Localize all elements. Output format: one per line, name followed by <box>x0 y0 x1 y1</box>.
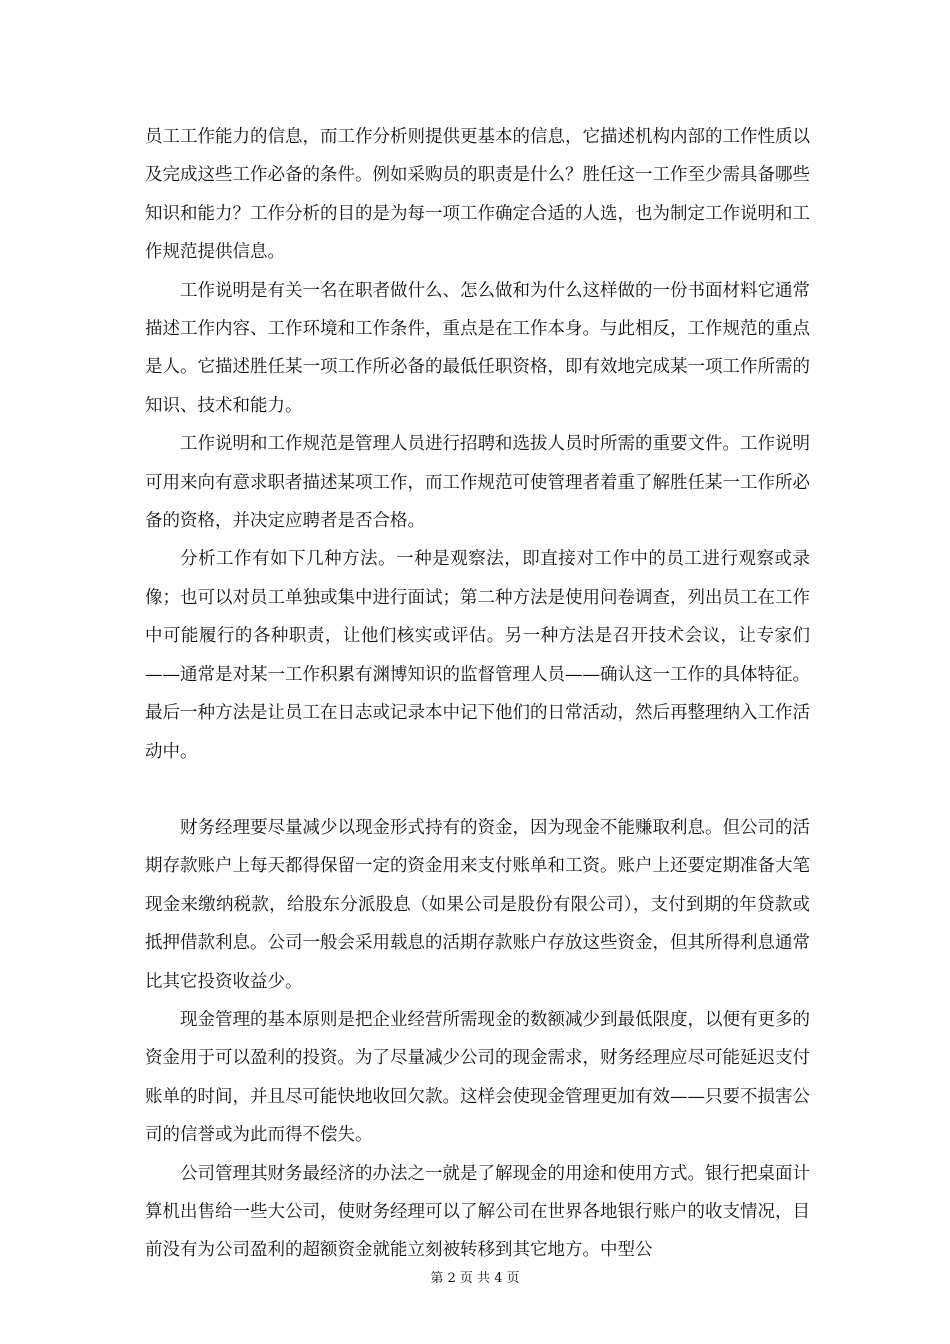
paragraph-cash-usage: 公司管理其财务最经济的办法之一就是了解现金的用途和使用方式。银行把桌面计算机出售给一些大公司，使财务经理可以了解公司在世界各地银行账户的收支情况，目前没有为公司盈利的超额资金就能立刻被转移到其它地方。中型公 <box>145 1163 810 1261</box>
paragraph-job-analysis: 员工工作能力的信息，而工作分析则提供更基本的信息，它描述机构内部的工作性质以及完成这些工作必备的条件。例如采购员的职责是什么？胜任这一工作至少需具备哪些知识和能力？工作分析的目的是为每一项工作确定合适的人选，也为制定工作说明和工作规范提供信息。 <box>145 127 810 263</box>
paragraph-cash-holdings: 财务经理要尽量减少以现金形式持有的资金，因为现金不能赚取利息。但公司的活期存款账户上每天都得保留一定的资金用来支付账单和工资。账户上还要定期准备大笔现金来缴纳税款，给股东分派股息（如果公司是股份有限公司），支付到期的年贷款或抵押借款利息。公司一般会采用载息的活期存款账户存放这些资金，但其所得利息通常比其它投资收益少。 <box>145 817 810 992</box>
document-body <box>145 118 810 1270</box>
page-number-footer: 第 2 页 共 4 页 <box>430 1271 520 1286</box>
paragraph-job-description: 工作说明是有关一名在职者做什么、怎么做和为什么这样做的一份书面材料它通常描述工作内容、工作环境和工作条件，重点是在工作本身。与此相反，工作规范的重点是人。它描述胜任某一项工作所必备的最低任职资格，即有效地完成某一项工作所需的知识、技术和能力。 <box>145 280 810 416</box>
paragraph-recruitment-documents: 工作说明和工作规范是管理人员进行招聘和选拔人员时所需的重要文件。工作说明可用来向有意求职者描述某项工作，而工作规范可使管理者着重了解胜任某一工作所必备的资格，并决定应聘者是否合格。 <box>145 434 810 532</box>
section-gap <box>145 771 810 809</box>
paragraph-cash-management-principle: 现金管理的基本原则是把企业经营所需现金的数额减少到最低限度，以便有更多的资金用于可以盈利的投资。为了尽量减少公司的现金需求，财务经理应尽可能延迟支付账单的时间，并且尽可能快地收回欠款。这样会使现金管理更加有效——只要不损害公司的信誉或为此而得不偿失。 <box>145 1009 810 1146</box>
paragraph-analysis-methods: 分析工作有如下几种方法。一种是观察法，即直接对工作中的员工进行观察或录像；也可以对员工单独或集中进行面试；第二种方法是使用问卷调查，列出员工在工作中可能履行的各种职责，让他们核实或评估。另一种方法是召开技术会议，让专家们——通常是对某一工作积累有渊博知识的监督管理人员——确认这一工作的具体特征。最后一种方法是让员工在日志或记录本中记下他们的日常活动，然后再整理纳入工作活动中。 <box>145 549 810 762</box>
